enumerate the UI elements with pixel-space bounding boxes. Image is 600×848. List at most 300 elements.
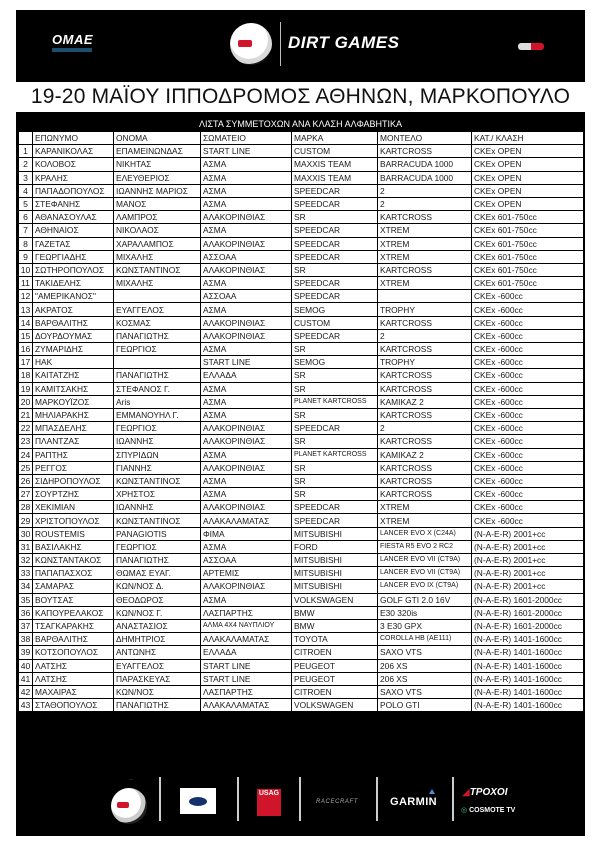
model-cell: 2 xyxy=(378,197,472,210)
club-cell: ΑΛΑΚΟΡΙΝΘΙΑΣ xyxy=(201,461,292,474)
class-cell: (N-A-E-R) 1401-1600cc xyxy=(472,633,584,646)
club-cell: ΑΛΑΚΟΡΙΝΘΙΑΣ xyxy=(201,435,292,448)
entry-number-cell: 37 xyxy=(19,619,33,632)
entry-number-cell: 6 xyxy=(19,211,33,224)
class-cell: (N-A-E-R) 2001+cc xyxy=(472,540,584,553)
model-cell: KARTCROSS xyxy=(378,316,472,329)
make-cell: PLANET KARTCROSS xyxy=(292,448,378,461)
entry-number-cell: 17 xyxy=(19,356,33,369)
make-cell: SPEEDCAR xyxy=(292,277,378,290)
table-row xyxy=(19,356,584,369)
table-row xyxy=(19,184,584,197)
list-subtitle: ΛΙΣΤΑ ΣΥΜΜΕΤΟΧΩΝ ΑΝΑ ΚΛΑΣΗ ΑΛΦΑΒΗΤΙΚΑ xyxy=(198,119,403,129)
make-cell: SPEEDCAR xyxy=(292,501,378,514)
make-cell: PEUGEOT xyxy=(292,672,378,685)
make-cell: CITROEN xyxy=(292,685,378,698)
first-name-cell: ΚΩΝ/ΝΟΣ Γ. xyxy=(114,606,201,619)
club-cell: ΑΣΜΑ xyxy=(201,408,292,421)
first-name-cell: ΚΩΝΣΤΑΝΤΙΝΟΣ xyxy=(114,514,201,527)
first-name-cell: ΙΩΑΝΝΗΣ ΜΑΡΙΟΣ xyxy=(114,184,201,197)
class-cell: (N-A-E-R) 2001+cc xyxy=(472,554,584,567)
usag-logo: USAG xyxy=(257,789,281,816)
first-name-cell: ΠΑΝΑΓΙΩΤΗΣ xyxy=(114,329,201,342)
model-cell: KARTCROSS xyxy=(378,343,472,356)
make-cell: SR xyxy=(292,343,378,356)
model-cell: KARTCROSS xyxy=(378,211,472,224)
class-cell: (N-A-E-R) 1401-1600cc xyxy=(472,646,584,659)
entry-number-cell: 20 xyxy=(19,395,33,408)
surname-cell: ΔΟΥΡΔΟΥΜΑΣ xyxy=(33,329,114,342)
surname-cell: ΑΚΡΑΤΟΣ xyxy=(33,303,114,316)
column-header: ΣΩΜΑΤΕΙΟ xyxy=(201,132,292,145)
model-cell: KARTCROSS xyxy=(378,435,472,448)
surname-cell: ΚΑΜΙΤΣΑΚΗΣ xyxy=(33,382,114,395)
entry-number-cell: 34 xyxy=(19,580,33,593)
sponsor-divider xyxy=(159,777,161,821)
model-cell: KARTCROSS xyxy=(378,474,472,487)
table-header-row xyxy=(19,132,584,145)
make-cell: CUSTOM xyxy=(292,145,378,158)
class-cell: CKEx -600cc xyxy=(472,422,584,435)
first-name-cell: ΘΩΜΑΣ ΕΥΑΓ. xyxy=(114,567,201,580)
surname-cell: ΡΕΓΓΟΣ xyxy=(33,461,114,474)
model-cell: BARRACUDA 1000 xyxy=(378,158,472,171)
make-cell: SEMOG xyxy=(292,356,378,369)
entry-number-cell: 7 xyxy=(19,224,33,237)
table-row xyxy=(19,567,584,580)
club-cell: ΑΣΜΑ xyxy=(201,593,292,606)
entry-number-cell: 24 xyxy=(19,448,33,461)
model-cell xyxy=(378,290,472,303)
column-header: ΕΠΩΝΥΜΟ xyxy=(33,132,114,145)
model-cell: LANCER EVO VII (CT9A) xyxy=(378,554,472,567)
entry-number-cell: 32 xyxy=(19,554,33,567)
club-cell: ΑΛΑΚΑΛΑΜΑΤΑΣ xyxy=(201,633,292,646)
first-name-cell: ΚΟΣΜΑΣ xyxy=(114,316,201,329)
surname-cell: ΒΑΡΘΑΛΙΤΗΣ xyxy=(33,633,114,646)
class-cell: (N-A-E-R) 1401-1600cc xyxy=(472,685,584,698)
surname-cell: ΒΑΣΙΛΑΚΗΣ xyxy=(33,540,114,553)
table-row xyxy=(19,580,584,593)
class-cell: CKEx OPEN xyxy=(472,197,584,210)
entry-number-cell: 4 xyxy=(19,184,33,197)
club-cell: ΛΑΣΠΑΡΤΗΣ xyxy=(201,685,292,698)
club-cell: ΑΣΜΑ xyxy=(201,277,292,290)
model-cell: XTREM xyxy=(378,514,472,527)
class-cell: CKEx -600cc xyxy=(472,343,584,356)
event-title: 19-20 ΜΑΪΟΥ ΙΠΠΟΔΡΟΜΟΣ ΑΘΗΝΩΝ, ΜΑΡΚΟΠΟΥΛΟ xyxy=(30,85,571,108)
first-name-cell: ΙΩΑΝΝΗΣ xyxy=(114,501,201,514)
club-cell: ΑΣΜΑ xyxy=(201,474,292,487)
table-row xyxy=(19,619,584,632)
class-cell: CKEx -600cc xyxy=(472,369,584,382)
surname-cell: ΧΕΚΙΜΙΑΝ xyxy=(33,501,114,514)
entry-number-cell: 41 xyxy=(19,672,33,685)
class-cell: CKEx -600cc xyxy=(472,329,584,342)
first-name-cell: ΓΕΩΡΓΙΟΣ xyxy=(114,422,201,435)
make-cell: SPEEDCAR xyxy=(292,329,378,342)
column-header: ΜΟΝΤΕΛΟ xyxy=(378,132,472,145)
make-cell: SR xyxy=(292,369,378,382)
first-name-cell: ΓΕΩΡΓΙΟΣ xyxy=(114,540,201,553)
table-row xyxy=(19,171,584,184)
entry-number-cell: 14 xyxy=(19,316,33,329)
club-cell: ΑΡΤΕΜΙΣ xyxy=(201,567,292,580)
entry-number-cell: 3 xyxy=(19,171,33,184)
surname-cell: ΒΑΡΘΑΛΙΤΗΣ xyxy=(33,316,114,329)
class-cell: CKEx -600cc xyxy=(472,461,584,474)
class-cell: CKEx OPEN xyxy=(472,171,584,184)
entry-number-cell: 1 xyxy=(19,145,33,158)
surname-cell: ΡΑΠΤΗΣ xyxy=(33,448,114,461)
table-row xyxy=(19,488,584,501)
make-cell: BMW xyxy=(292,619,378,632)
surname-cell: ΠΑΠΑΔΟΠΟΥΛΟΣ xyxy=(33,184,114,197)
model-cell: 206 XS xyxy=(378,659,472,672)
column-header: ΚΑΤ./ ΚΛΑΣΗ xyxy=(472,132,584,145)
model-cell: LANCER EVO VII (CT9A) xyxy=(378,567,472,580)
make-cell: SPEEDCAR xyxy=(292,422,378,435)
model-cell: KAMIKAZ 2 xyxy=(378,395,472,408)
surname-cell: ΑΘΑΝΑΣΟΥΛΑΣ xyxy=(33,211,114,224)
make-cell: SPEEDCAR xyxy=(292,290,378,303)
class-cell: (N-A-E-R) 2001+cc xyxy=(472,580,584,593)
club-cell: ΑΣΜΑ xyxy=(201,488,292,501)
make-cell: BMW xyxy=(292,606,378,619)
surname-cell: ΑΘΗΝΑΙΟΣ xyxy=(33,224,114,237)
club-cell: ΑΣΜΑ xyxy=(201,158,292,171)
surname-cell: ΣΟΥΡΤΖΗΣ xyxy=(33,488,114,501)
club-cell: ΑΣΣΟΑΑ xyxy=(201,250,292,263)
make-cell: SR xyxy=(292,474,378,487)
club-cell: ΑΣΜΑ xyxy=(201,540,292,553)
class-cell: CKEx -600cc xyxy=(472,290,584,303)
model-cell: KARTCROSS xyxy=(378,145,472,158)
entry-number-cell: 12 xyxy=(19,290,33,303)
model-cell: KARTCROSS xyxy=(378,382,472,395)
club-cell: ΑΣΜΑ xyxy=(201,224,292,237)
club-cell: ΑΛΑΚΟΡΙΝΘΙΑΣ xyxy=(201,237,292,250)
club-cell: ΑΛΑΚΑΛΑΜΑΤΑΣ xyxy=(201,699,292,712)
club-cell: ΑΣΜΑ xyxy=(201,448,292,461)
entry-number-cell: 39 xyxy=(19,646,33,659)
club-cell: ΑΛΑΚΟΡΙΝΘΙΑΣ xyxy=(201,501,292,514)
table-row xyxy=(19,237,584,250)
model-cell: KARTCROSS xyxy=(378,488,472,501)
entry-number-cell: 22 xyxy=(19,422,33,435)
first-name-cell: ΕΠΑΜΕΙΝΩΝΔΑΣ xyxy=(114,145,201,158)
surname-cell: ΖΥΜΑΡΙΔΗΣ xyxy=(33,343,114,356)
club-cell: START LINE xyxy=(201,672,292,685)
club-cell: ΑΛΑΚΟΡΙΝΘΙΑΣ xyxy=(201,329,292,342)
make-cell: TOYOTA xyxy=(292,633,378,646)
class-cell: CKEx -600cc xyxy=(472,316,584,329)
surname-cell: ΛΑΤΣΗΣ xyxy=(33,659,114,672)
table-row xyxy=(19,197,584,210)
surname-cell: ΗΑΚ xyxy=(33,356,114,369)
class-cell: (N-A-E-R) 1601-2000cc xyxy=(472,593,584,606)
table-row xyxy=(19,224,584,237)
table-row xyxy=(19,369,584,382)
first-name-cell: ΠΑΡΑΣΚΕΥΑΣ xyxy=(114,672,201,685)
make-cell: SR xyxy=(292,408,378,421)
model-cell: KAMIKAZ 2 xyxy=(378,448,472,461)
class-cell: CKEx OPEN xyxy=(472,145,584,158)
model-cell: FIESTA R5 EVO 2 RC2 xyxy=(378,540,472,553)
entry-number-cell: 13 xyxy=(19,303,33,316)
entry-number-cell: 10 xyxy=(19,263,33,276)
make-cell: SR xyxy=(292,435,378,448)
first-name-cell: ΚΩΝΣΤΑΝΤΙΝΟΣ xyxy=(114,263,201,276)
event-title-bar xyxy=(16,80,585,114)
surname-cell: ΣΤΑΘΟΠΟΥΛΟΣ xyxy=(33,699,114,712)
entry-number-cell: 2 xyxy=(19,158,33,171)
surname-cell: "ΑΜΕΡΙΚΑΝΟΣ" xyxy=(33,290,114,303)
table-row xyxy=(19,685,584,698)
entry-number-cell: 28 xyxy=(19,501,33,514)
table-row xyxy=(19,329,584,342)
surname-cell: ΤΑΚΙΔΕΛΗΣ xyxy=(33,277,114,290)
model-cell: KARTCROSS xyxy=(378,369,472,382)
class-cell: CKEx 601-750cc xyxy=(472,263,584,276)
club-cell: START LINE xyxy=(201,659,292,672)
first-name-cell: ΘΕΟΔΩΡΟΣ xyxy=(114,593,201,606)
entry-number-cell: 30 xyxy=(19,527,33,540)
model-cell: POLO GTI xyxy=(378,699,472,712)
table-row xyxy=(19,501,584,514)
entry-number-cell: 21 xyxy=(19,408,33,421)
surname-cell: ΚΟΛΟΒΟΣ xyxy=(33,158,114,171)
first-name-cell: ΕΥΑΓΓΕΛΟΣ xyxy=(114,303,201,316)
class-cell: (N-A-E-R) 1401-1600cc xyxy=(472,672,584,685)
table-row xyxy=(19,606,584,619)
surname-cell: ΠΛΑΝΤΖΑΣ xyxy=(33,435,114,448)
column-header xyxy=(19,132,33,145)
model-cell: 2 xyxy=(378,184,472,197)
surname-cell: ΣΤΕΦΑΝΗΣ xyxy=(33,197,114,210)
model-cell: XTREM xyxy=(378,501,472,514)
class-cell: CKEx 601-750cc xyxy=(472,277,584,290)
model-cell: GOLF GTI 2.0 16V xyxy=(378,593,472,606)
first-name-cell: ΚΩΝΣΤΑΝΤΙΝΟΣ xyxy=(114,474,201,487)
first-name-cell: ΜΙΧΑΛΗΣ xyxy=(114,277,201,290)
entries-table xyxy=(18,131,584,712)
surname-cell: ROUSTEMIS xyxy=(33,527,114,540)
first-name-cell: PANAGIOTIS xyxy=(114,527,201,540)
make-cell: CUSTOM xyxy=(292,316,378,329)
entry-number-cell: 43 xyxy=(19,699,33,712)
club-cell: ΑΣΜΑ xyxy=(201,184,292,197)
model-cell: 206 XS xyxy=(378,672,472,685)
make-cell: MAXXIS TEAM xyxy=(292,158,378,171)
trochoi-logo-text: ΤΡΟΧΟΙ xyxy=(469,787,508,798)
class-cell: (N-A-E-R) 1401-1600cc xyxy=(472,659,584,672)
model-cell: LANCER EVO X (C24A) xyxy=(378,527,472,540)
first-name-cell: ΓΕΩΡΓΙΟΣ xyxy=(114,343,201,356)
table-row xyxy=(19,408,584,421)
surname-cell: ΜΑΡΚΟΥΪΖΟΣ xyxy=(33,395,114,408)
make-cell: SPEEDCAR xyxy=(292,237,378,250)
first-name-cell: ΕΜΜΑΝΟΥΗΛ Γ. xyxy=(114,408,201,421)
table-row xyxy=(19,593,584,606)
entry-number-cell: 16 xyxy=(19,343,33,356)
class-cell: CKEx -600cc xyxy=(472,501,584,514)
make-cell: SPEEDCAR xyxy=(292,184,378,197)
model-cell: E30 320is xyxy=(378,606,472,619)
model-cell: XTREM xyxy=(378,224,472,237)
make-cell: SR xyxy=(292,461,378,474)
sponsor-divider xyxy=(237,777,239,821)
garmin-triangle-icon xyxy=(429,789,435,794)
class-cell: CKEx 601-750cc xyxy=(472,237,584,250)
make-cell: SR xyxy=(292,211,378,224)
model-cell: XTREM xyxy=(378,277,472,290)
make-cell: CITROEN xyxy=(292,646,378,659)
entry-number-cell: 19 xyxy=(19,382,33,395)
table-row xyxy=(19,158,584,171)
make-cell: SR xyxy=(292,488,378,501)
table-row xyxy=(19,699,584,712)
club-cell: ΕΛΛΑΔΑ xyxy=(201,369,292,382)
entry-number-cell: 27 xyxy=(19,488,33,501)
surname-cell: ΓΕΩΡΓΙΑΔΗΣ xyxy=(33,250,114,263)
surname-cell: ΣΩΤΗΡΟΠΟΥΛΟΣ xyxy=(33,263,114,276)
sponsors-footer xyxy=(16,765,585,835)
omae-logo-subtitle xyxy=(52,48,92,52)
entry-number-cell: 8 xyxy=(19,237,33,250)
surname-cell: ΣΑΜΑΡΑΣ xyxy=(33,580,114,593)
class-cell: CKEx -600cc xyxy=(472,435,584,448)
model-cell: 3 E30 GPX xyxy=(378,619,472,632)
entry-number-cell: 23 xyxy=(19,435,33,448)
table-row xyxy=(19,540,584,553)
class-cell: CKEx -600cc xyxy=(472,408,584,421)
table-row xyxy=(19,435,584,448)
model-cell: TROPHY xyxy=(378,303,472,316)
table-row xyxy=(19,672,584,685)
table-row xyxy=(19,145,584,158)
make-cell: PEUGEOT xyxy=(292,659,378,672)
entry-list-sheet xyxy=(16,10,585,836)
table-row xyxy=(19,250,584,263)
subaru-logo-icon xyxy=(180,788,216,814)
first-name-cell: ΠΑΝΑΓΙΩΤΗΣ xyxy=(114,699,201,712)
first-name-cell: ΜΑΝΟΣ xyxy=(114,197,201,210)
first-name-cell: ΜΙΧΑΛΗΣ xyxy=(114,250,201,263)
first-name-cell: ΛΑΜΠΡΟΣ xyxy=(114,211,201,224)
club-cell: ΑΛΑΚΟΡΙΝΘΙΑΣ xyxy=(201,263,292,276)
model-cell: SAXO VTS xyxy=(378,646,472,659)
entry-number-cell: 9 xyxy=(19,250,33,263)
club-cell: START LINE xyxy=(201,145,292,158)
first-name-cell: ΙΩΑΝΝΗΣ xyxy=(114,435,201,448)
header-divider xyxy=(280,22,281,66)
garmin-logo: GARMIN xyxy=(390,796,438,808)
table-row xyxy=(19,659,584,672)
class-cell: CKEx -600cc xyxy=(472,356,584,369)
club-cell: ΑΛΑΚΟΡΙΝΘΙΑΣ xyxy=(201,211,292,224)
surname-cell: ΛΑΤΣΗΣ xyxy=(33,672,114,685)
club-cell: ΕΛΛΑΔΑ xyxy=(201,646,292,659)
entry-number-cell: 5 xyxy=(19,197,33,210)
table-row xyxy=(19,263,584,276)
surname-cell: ΚΟΤΣΟΠΟΥΛΟΣ xyxy=(33,646,114,659)
entry-number-cell: 40 xyxy=(19,659,33,672)
table-row xyxy=(19,422,584,435)
surname-cell: ΜΠΑΣΔΕΛΗΣ xyxy=(33,422,114,435)
first-name-cell: ΑΝΑΣΤΑΣΙΟΣ xyxy=(114,619,201,632)
entry-number-cell: 15 xyxy=(19,329,33,342)
model-cell: LANCER EVO IX (CT9A) xyxy=(378,580,472,593)
table-row xyxy=(19,382,584,395)
sponsor-divider xyxy=(376,777,378,821)
column-header: ΜΑΡΚΑ xyxy=(292,132,378,145)
dirt-games-emblem-icon xyxy=(230,23,272,65)
model-cell: BARRACUDA 1000 xyxy=(378,171,472,184)
surname-cell: ΚΡΑΛΗΣ xyxy=(33,171,114,184)
column-header: ΟΝΟΜΑ xyxy=(114,132,201,145)
club-cell: ΑΣΜΑ xyxy=(201,343,292,356)
class-cell: CKEx 601-750cc xyxy=(472,224,584,237)
header-banner xyxy=(16,10,585,78)
make-cell: MAXXIS TEAM xyxy=(292,171,378,184)
table-row xyxy=(19,474,584,487)
model-cell: TROPHY xyxy=(378,356,472,369)
first-name-cell: ΧΡΗΣΤΟΣ xyxy=(114,488,201,501)
partner-logo-icon xyxy=(518,43,544,50)
cosmote-tv-logo: ◎ COSMOTE TV xyxy=(461,807,516,814)
club-cell: ΑΣΣΟΑΑ xyxy=(201,290,292,303)
table-row xyxy=(19,277,584,290)
surname-cell: ΧΡΙΣΤΟΠΟΥΛΟΣ xyxy=(33,514,114,527)
model-cell: SAXO VTS xyxy=(378,685,472,698)
surname-cell: ΠΑΠΑΠΑΣΧΟΣ xyxy=(33,567,114,580)
surname-cell: ΣΙΔΗΡΟΠΟΥΛΟΣ xyxy=(33,474,114,487)
table-row xyxy=(19,211,584,224)
class-cell: CKEx -600cc xyxy=(472,303,584,316)
club-cell: ΑΛΜΑ 4Χ4 ΝΑΥΠΛΙΟΥ xyxy=(201,619,292,632)
model-cell: COROLLA HB (AE111) xyxy=(378,633,472,646)
club-cell: ΑΣΜΑ xyxy=(201,382,292,395)
entry-number-cell: 42 xyxy=(19,685,33,698)
table-row xyxy=(19,303,584,316)
surname-cell: ΚΑΡΑΝΙΚΟΛΑΣ xyxy=(33,145,114,158)
dirt-games-sponsor-logo-icon xyxy=(111,788,147,824)
table-row xyxy=(19,395,584,408)
first-name-cell xyxy=(114,356,201,369)
surname-cell: ΚΩΝΣΤΑΝΤΑΚΟΣ xyxy=(33,554,114,567)
first-name-cell: ΝΙΚΗΤΑΣ xyxy=(114,158,201,171)
sponsor-divider xyxy=(299,777,301,821)
club-cell: ΑΣΜΑ xyxy=(201,171,292,184)
first-name-cell: ΣΤΕΦΑΝΟΣ Γ. xyxy=(114,382,201,395)
table-row xyxy=(19,527,584,540)
table-row xyxy=(19,448,584,461)
club-cell: ΑΛΑΚΟΡΙΝΘΙΑΣ xyxy=(201,580,292,593)
club-cell: ΑΛΑΚΟΡΙΝΘΙΑΣ xyxy=(201,422,292,435)
first-name-cell xyxy=(114,290,201,303)
table-row xyxy=(19,461,584,474)
entry-number-cell: 33 xyxy=(19,567,33,580)
cosmote-tv-logo-text: COSMOTE TV xyxy=(469,807,516,814)
entry-number-cell: 29 xyxy=(19,514,33,527)
first-name-cell: ΠΑΝΑΓΙΩΤΗΣ xyxy=(114,369,201,382)
sponsor-caption: — xyxy=(129,777,133,781)
dirt-games-logo-text: DIRT GAMES xyxy=(288,33,400,52)
table-row xyxy=(19,646,584,659)
table-row xyxy=(19,633,584,646)
club-cell: ΑΣΜΑ xyxy=(201,197,292,210)
